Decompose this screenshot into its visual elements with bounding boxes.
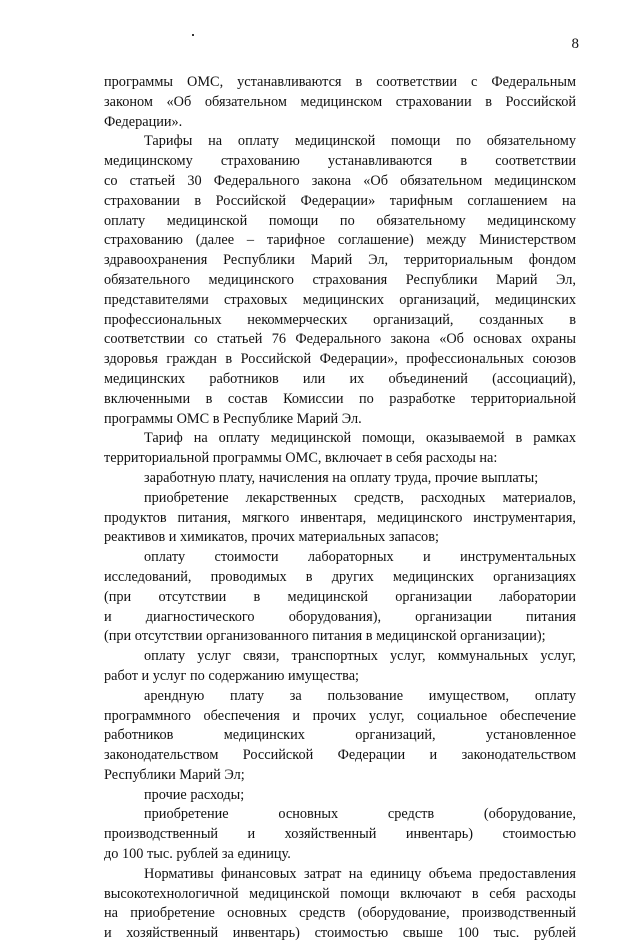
text-line: и хозяйственный инвентарь) стоимостью свыше 100 тыс. рублей xyxy=(104,925,576,942)
text-line: оплату стоимости лабораторных и инструментальных xyxy=(144,549,576,566)
text-line: Тариф на оплату медицинской помощи, оказываемой в рамках xyxy=(144,430,576,447)
text-line: работ и услуг по содержанию имущества; xyxy=(104,667,360,684)
text-line: арендную плату за пользование имуществом, оплату xyxy=(144,687,576,704)
text-line: исследований, проводимых в других медицинских организациях xyxy=(104,568,576,585)
text-line: соответствии со статьей 76 Федерального закона «Об основах охраны xyxy=(104,331,576,348)
text-line: включенными в состав Комиссии по разработке территориальной xyxy=(104,390,576,407)
text-line: территориальной программы ОМС, включает в себя расходы на: xyxy=(104,450,498,467)
text-line: профессиональных некоммерческих организаций, созданных в xyxy=(104,311,576,328)
text-line: заработную плату, начисления на оплату труда, прочие выплаты; xyxy=(144,469,539,486)
text-line: программного обеспечения и прочих услуг, социальное обеспечение xyxy=(104,707,576,724)
text-line: приобретение лекарственных средств, расходных материалов, xyxy=(144,489,576,506)
text-line: Федерации». xyxy=(104,113,183,130)
text-line: Тарифы на оплату медицинской помощи по обязательному xyxy=(144,133,576,150)
text-line: и диагностического оборудования), организации питания xyxy=(104,608,576,625)
text-line: здравоохранения Республики Марий Эл, территориальным фондом xyxy=(104,252,576,269)
text-line: высокотехнологичной медицинской помощи включают в себя расходы xyxy=(104,885,576,902)
text-line: представителями страховых медицинских организаций, медицинских xyxy=(104,291,576,308)
scan-speck xyxy=(192,34,194,36)
text-line: страхованию (далее – тарифное соглашение) между Министерством xyxy=(104,232,576,249)
text-line: страховании в Российской Федерации» тарифным соглашением на xyxy=(104,192,576,209)
text-line: Нормативы финансовых затрат на единицу объема предоставления xyxy=(144,865,576,882)
text-line: продуктов питания, мягкого инвентаря, медицинского инструментария, xyxy=(104,509,576,526)
text-line: Республики Марий Эл; xyxy=(104,766,245,783)
text-line: со статьей 30 Федерального закона «Об обязательном медицинском xyxy=(104,172,576,189)
text-line: прочие расходы; xyxy=(144,786,245,803)
text-line: реактивов и химикатов, прочих материальных запасов; xyxy=(104,529,439,546)
text-line: законом «Об обязательном медицинском страховании в Российской xyxy=(104,93,576,110)
page-number: 8 xyxy=(571,36,579,52)
text-line: обязательного медицинского страхования Республики Марий Эл, xyxy=(104,271,576,288)
text-line: (при отсутствии в медицинской организации лаборатории xyxy=(104,588,576,605)
text-line: производственный и хозяйственный инвентарь) стоимостью xyxy=(104,826,576,843)
text-line: до 100 тыс. рублей за единицу. xyxy=(104,846,291,863)
text-line: медицинскому страхованию устанавливаются в соответствии xyxy=(104,153,576,170)
text-line: здоровья граждан в Российской Федерации», профессиональных союзов xyxy=(104,351,576,368)
text-line: программы ОМС, устанавливаются в соответствии с Федеральным xyxy=(104,74,576,90)
text-line: приобретение основных средств (оборудование, xyxy=(144,806,576,823)
text-line: (при отсутствии организованного питания в медицинской организации); xyxy=(104,628,546,645)
text-line: работников медицинских организаций, установленное xyxy=(104,727,576,744)
text-line: программы ОМС в Республике Марий Эл. xyxy=(104,410,362,427)
text-line: оплату медицинской помощи по обязательному медицинскому xyxy=(104,212,576,229)
document-body xyxy=(104,73,576,944)
text-line: медицинских работников или их объединений (ассоциаций), xyxy=(104,370,576,387)
text-line: оплату услуг связи, транспортных услуг, коммунальных услуг, xyxy=(144,648,576,665)
text-line: законодательством Российской Федерации и законодательством xyxy=(104,747,576,764)
text-line: на приобретение основных средств (оборудование, производственный xyxy=(104,905,576,922)
